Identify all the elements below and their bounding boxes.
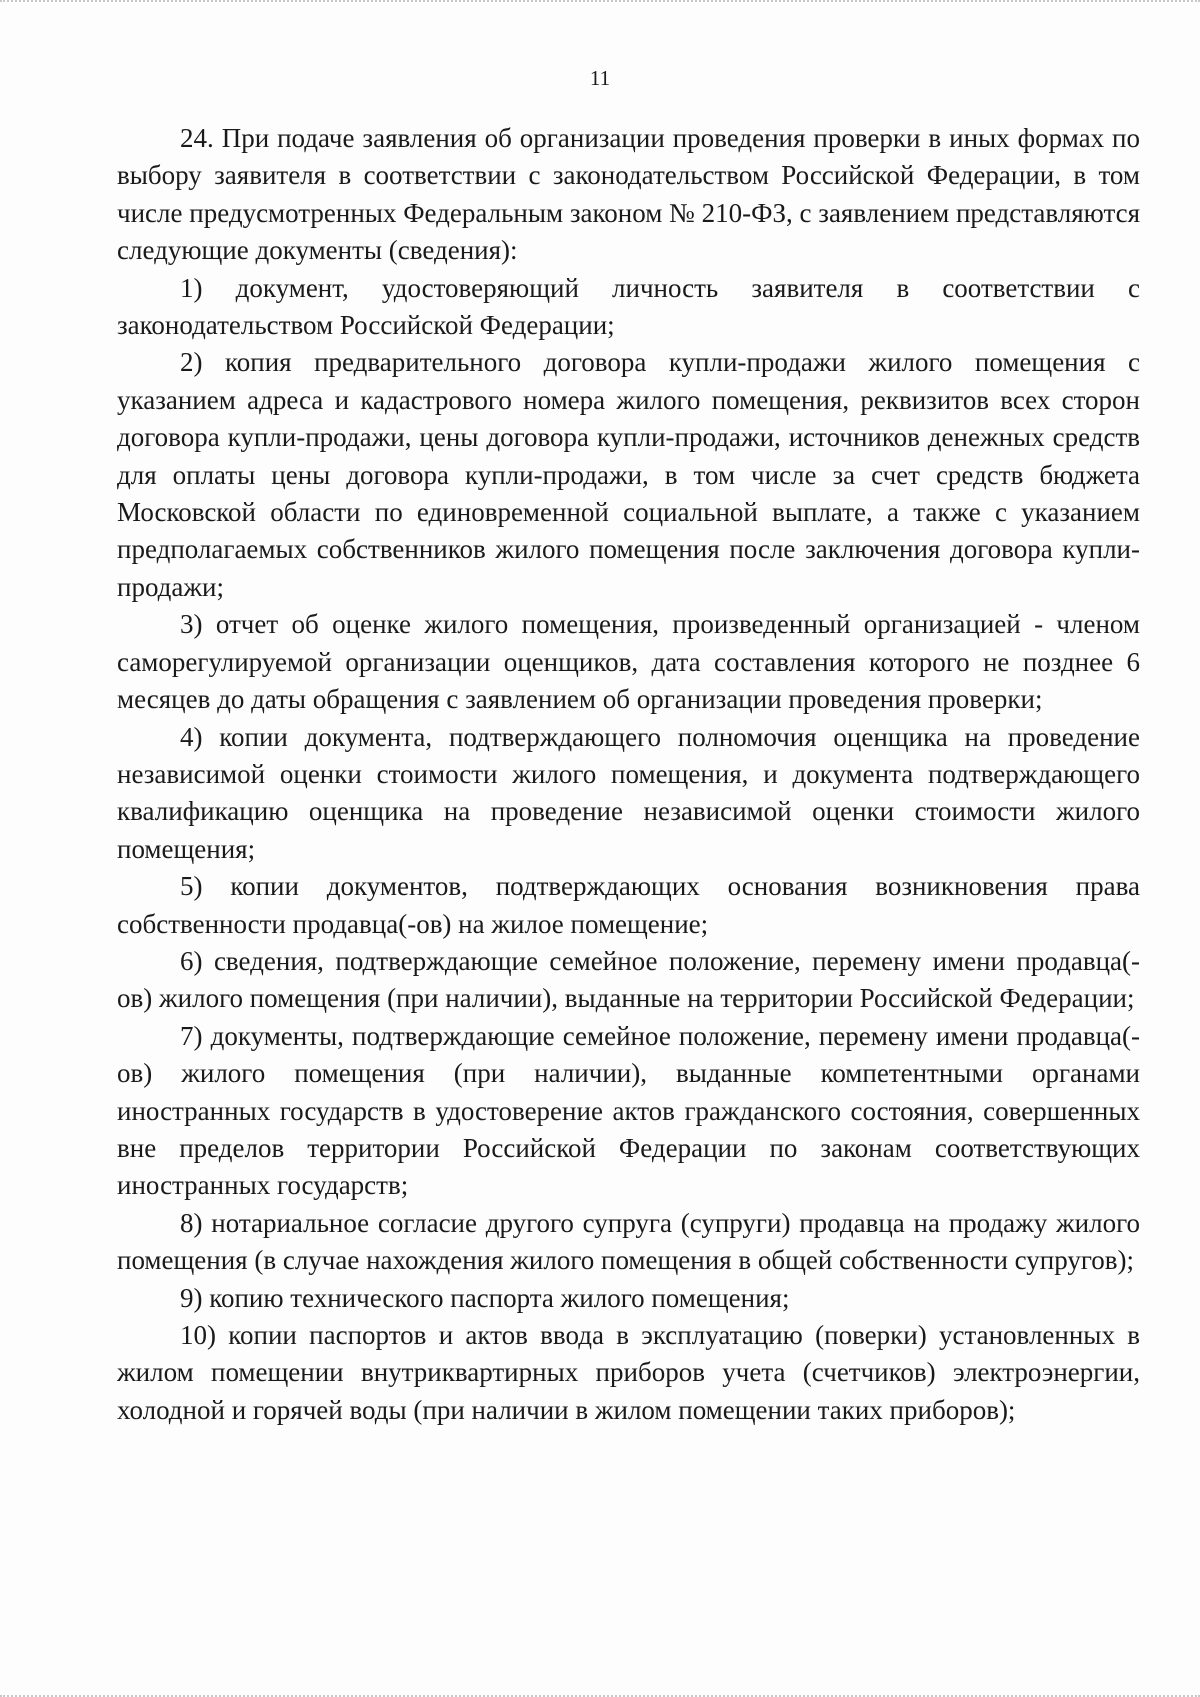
- list-item-4: 4) копии документа, подтверждающего полномочия оценщика на проведение независимой оценки стоимости жилого помещения, и документа подтверждающего квалификацию оценщика на проведение независимой оценки стоимости жилого помещения;: [117, 721, 1140, 864]
- list-item-6: 6) сведения, подтверждающие семейное положение, перемену имени продавца(-ов) жилого помещения (при наличии), выданные на территории Российской Федерации;: [117, 945, 1140, 1014]
- list-item-7: 7) документы, подтверждающие семейное положение, перемену имени продавца(-ов) жилого помещения (при наличии), выданные компетентными органами иностранных государств в удостоверение актов гражданского состояния, совершенных вне пределов территории Российской Федерации по законам соответствующих иностранных государств;: [117, 1020, 1140, 1201]
- list-item-8: 8) нотариальное согласие другого супруга (супруги) продавца на продажу жилого помещения (в случае нахождения жилого помещения в общей собственности супругов);: [117, 1207, 1140, 1276]
- scan-edge-top: [0, 0, 1200, 5]
- list-item-1: 1) документ, удостоверяющий личность заявителя в соответствии с законодательством Российской Федерации;: [117, 272, 1140, 341]
- page-number: 11: [589, 66, 611, 90]
- list-item-9: 9) копию технического паспорта жилого помещения;: [180, 1282, 790, 1313]
- list-item-3: 3) отчет об оценке жилого помещения, произведенный организацией - членом саморегулируемой организации оценщиков, дата составления которого не позднее 6 месяцев до даты обращения с заявлением об организации проведения проверки;: [117, 609, 1140, 715]
- paragraph-24: 24. При подаче заявления об организации проведения проверки в иных формах по выбору заявителя в соответствии с законодательством Российской Федерации, в том числе предусмотренных Федеральным законом № 210-ФЗ, с заявлением представляются следующие документы (сведения):: [117, 123, 1140, 266]
- scan-edge-bottom: [0, 1692, 1200, 1697]
- list-item-2: 2) копия предварительного договора купли-продажи жилого помещения с указанием адреса и кадастрового номера жилого помещения, реквизитов всех сторон договора купли-продажи, цены договора купли-продажи, источников денежных средств для оплаты цены договора купли-продажи, в том числе за счет средств бюджета Московской области по единовременной социальной выплате, а также с указанием предполагаемых собственников жилого помещения после заключения договора купли-продажи;: [117, 347, 1140, 602]
- document-body: [117, 120, 1140, 1429]
- list-item-10: 10) копии паспортов и актов ввода в эксплуатацию (поверки) установленных в жилом помещении внутриквартирных приборов учета (счетчиков) электроэнергии, холодной и горячей воды (при наличии в жилом помещении таких приборов);: [117, 1320, 1140, 1425]
- list-item-5: 5) копии документов, подтверждающих основания возникновения права собственности продавца(-ов) на жилое помещение;: [117, 871, 1140, 939]
